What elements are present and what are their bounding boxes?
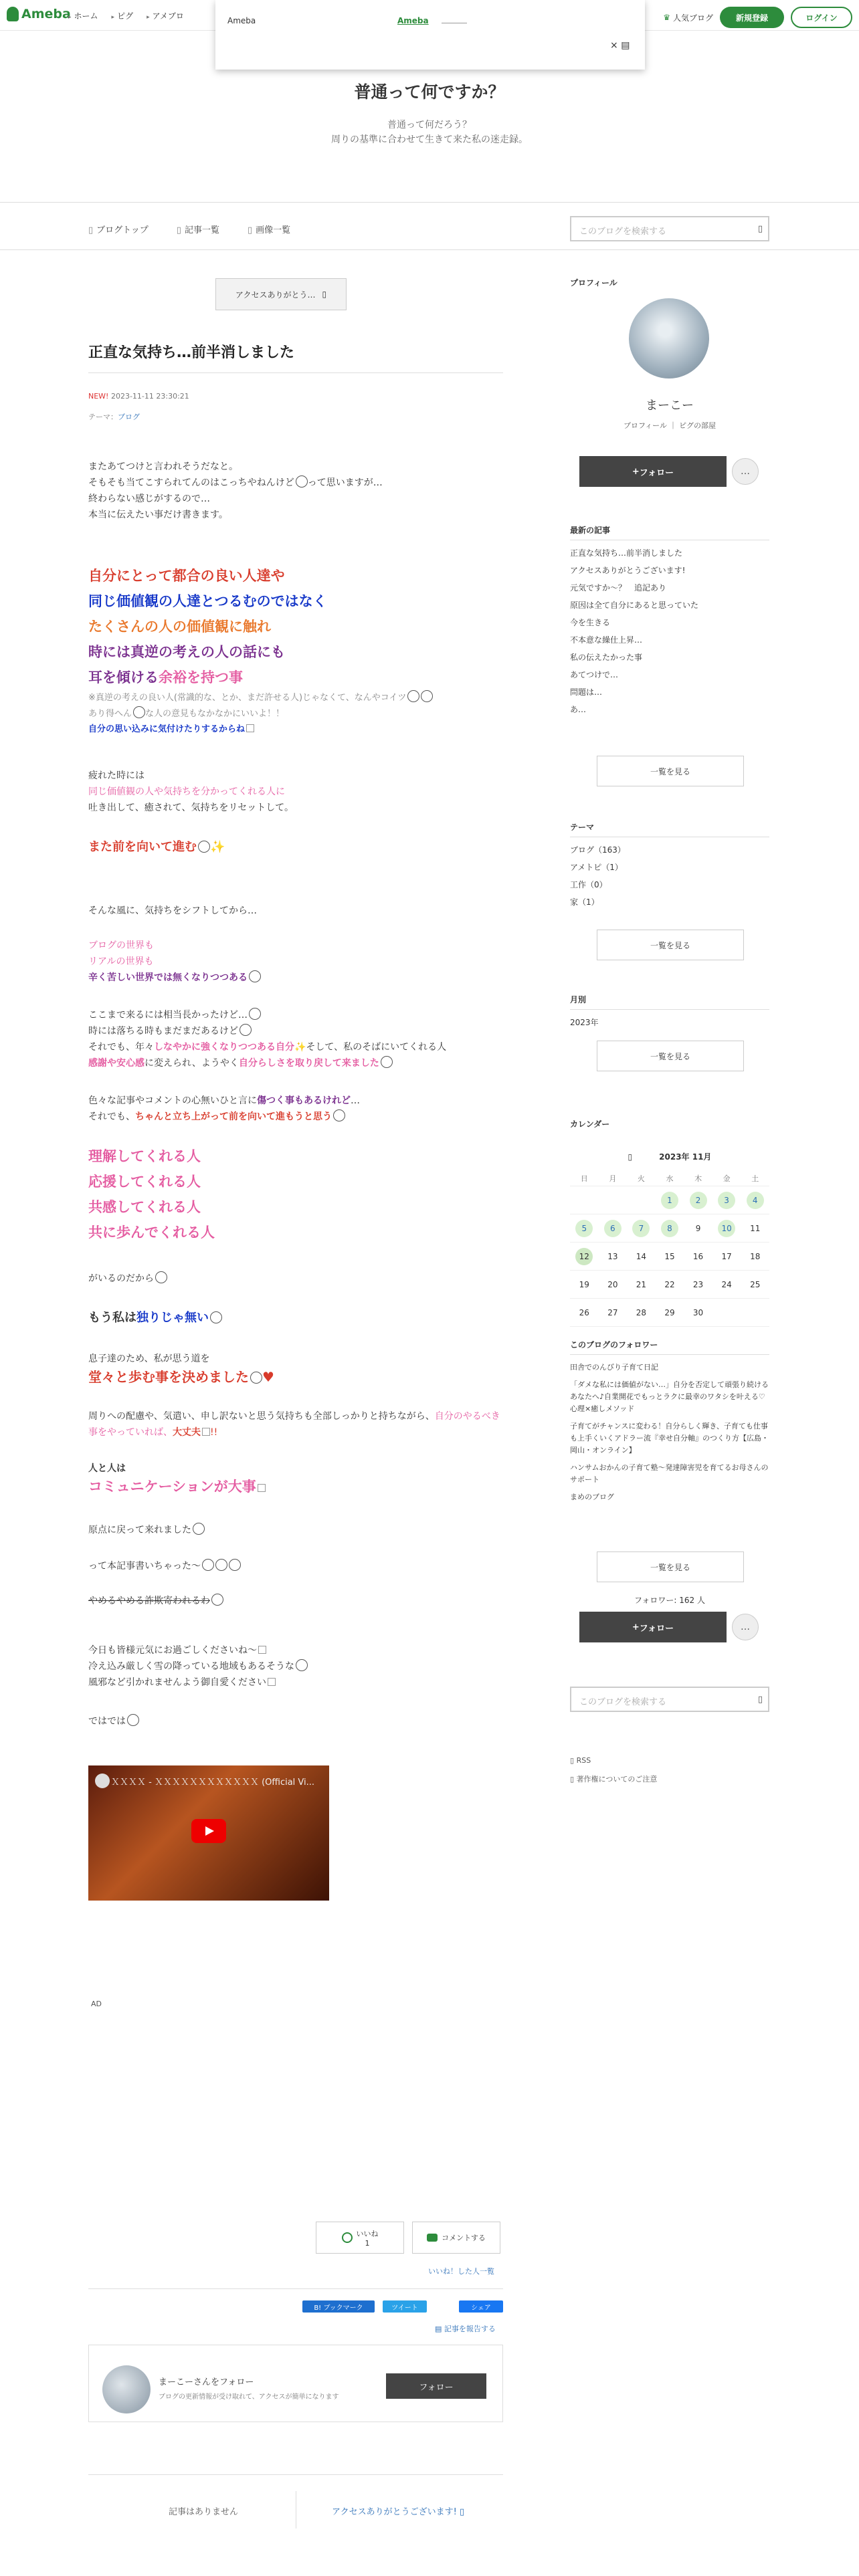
like-list-link[interactable]: いいね！した人一覧 <box>428 2267 494 2276</box>
channel-avatar <box>95 1774 110 1788</box>
emoji-icon <box>155 1271 167 1283</box>
prev-article-button[interactable]: アクセスありがとう… ▯ <box>215 278 347 310</box>
recent-item[interactable]: 原因は全て自分にあると思っていた <box>570 601 699 610</box>
search-icon[interactable]: ▯ <box>757 224 763 234</box>
article-theme: テーマ：ブログ <box>88 413 140 421</box>
sidebar-search-input[interactable]: このブログを検索する ▯ <box>570 1687 769 1712</box>
calendar-day[interactable]: 5 <box>570 1214 599 1243</box>
recent-item[interactable]: 今を生きる <box>570 618 611 627</box>
theme-list: テーマ ブログ（163） アメトピ（1） 工作（0） 家（1） <box>570 821 769 911</box>
theme-item[interactable]: アメトピ（1） <box>570 863 623 872</box>
recent-item[interactable]: 問題は… <box>570 687 603 697</box>
month-see-all-button[interactable]: 一覧を見る <box>597 1041 744 1071</box>
article-title[interactable]: 正直な気持ち…前半消しました <box>88 344 295 361</box>
article-pager <box>88 2474 503 2528</box>
theme-item[interactable]: ブログ（163） <box>570 845 626 855</box>
article-heading-2: もう私は独りじゃ無い <box>88 1308 503 1328</box>
popup-link[interactable]: Ameba <box>397 16 429 25</box>
month-item[interactable]: 2023年 <box>570 1018 599 1027</box>
article-body-p10: 人と人は コミュニケーションが大事 <box>88 1461 503 1497</box>
emoji-icon <box>296 1659 308 1671</box>
article-body-p13: やめるやめる詐欺寄われるわ <box>88 1593 503 1609</box>
recent-item[interactable]: 私の伝えたかった事 <box>570 653 643 662</box>
smile-icon <box>342 2232 353 2243</box>
article-body-p2: 疲れた時には 同じ価値観の人や気持ちを分かってくれる人に 吐き出して、癒されて、気持ちをリセットして。 <box>88 770 294 813</box>
emoji-icon <box>407 690 419 702</box>
popup-title: Ameba <box>227 16 256 25</box>
article-body-p12: って本記事書いちゃった～ <box>88 1558 503 1574</box>
report-icon: ▤ <box>435 2325 442 2333</box>
more-options-button-2[interactable]: … <box>732 1614 759 1640</box>
emoji-icon <box>127 1714 139 1726</box>
divider <box>88 2288 503 2289</box>
calendar-day[interactable]: 8 <box>656 1214 684 1243</box>
image-placeholder-icon <box>258 1646 266 1654</box>
ameba-logo[interactable]: Ameba <box>7 7 71 21</box>
header-actions <box>663 7 852 28</box>
emoji-icon <box>133 706 145 718</box>
emoji-icon <box>296 475 308 488</box>
article-body-p6: 色々な記事やコメントの心無いひと言に傷つく事もあるけれど… それでも、ちゃんと立ち上がって前を向いて進もうと思う <box>88 1095 360 1122</box>
calendar-month: ▯ 2023年 11月 <box>628 1152 712 1162</box>
follower-count: フォロワー: 162 人 <box>634 1596 705 1605</box>
article-heading-1: また前を向いて進む ✨ <box>88 840 225 854</box>
image-placeholder-icon <box>268 1678 276 1686</box>
report-link[interactable]: ▤ 記事を報告する <box>435 2325 496 2333</box>
youtube-embed[interactable] <box>88 1765 329 1901</box>
article-body-p15: ではでは <box>88 1713 503 1729</box>
article-support-list: 理解してくれる人 応援してくれる人 共感してくれる人 共に歩んでくれる人 <box>88 1148 215 1241</box>
emoji-icon <box>249 1008 261 1020</box>
article-body-p7: がいるのだから <box>88 1271 503 1287</box>
article-date: NEW! 2023-11-11 23:30:21 <box>88 392 189 401</box>
copyright-link[interactable]: ▯ 著作権についてのご注意 <box>570 1775 658 1784</box>
emoji-icon <box>333 1109 345 1121</box>
global-nav <box>68 10 184 21</box>
follow-button[interactable]: フォロー <box>386 2373 486 2399</box>
follow-desc: ブログの更新情報が受け取れて、アクセスが簡単になります <box>159 2393 339 2401</box>
follower-see-all-button[interactable]: 一覧を見る <box>597 1551 744 1582</box>
follower-item[interactable]: 子育てがチャンスに変わる！自分らしく輝き、子育ても仕事も上手くいくアドラー流『幸せ自分軸』のつくり方【広島・岡山・オンライン】 <box>570 1422 769 1455</box>
like-button[interactable]: いいね 1 <box>316 2222 404 2254</box>
video-title[interactable]: ＸＸＸＸ - ＸＸＸＸＸＸＸＸＸＸＸＸ (Official Vi... <box>111 1778 315 1788</box>
calendar-day: 11 <box>741 1214 769 1243</box>
article-body-p11: 原点に戻って来れました <box>88 1522 503 1538</box>
calendar-day[interactable]: 4 <box>741 1186 769 1214</box>
info-icon: ▯ <box>570 1775 575 1784</box>
emoji-icon <box>210 1311 222 1323</box>
calendar-day[interactable]: 6 <box>599 1214 628 1243</box>
comment-icon <box>427 2234 438 2242</box>
emoji-icon <box>202 1559 214 1571</box>
menu-icon: ▤ <box>621 40 630 51</box>
recent-articles: 最新の記事 正直な気持ち…前半消しました アクセスありがとうございます! 元気ですか～？ 追記あり 原因は全て自分にあると思っていた 今を生きる 不本意な繰仕上昇… 私の伝えたかった事 あてつけで… 問題は… あ… <box>570 524 769 718</box>
nav-ameblo[interactable]: ▸ アメブロ <box>147 10 184 21</box>
article-body-p4: ブログの世界も リアルの世界も 辛く苦しい世界では無くなりつつある <box>88 938 503 986</box>
recent-see-all-button[interactable]: 一覧を見る <box>597 756 744 786</box>
ad-label: AD <box>91 2000 102 2008</box>
nav-pigg[interactable]: ▸ ピグ <box>112 10 134 21</box>
article-emphasis-block: 自分にとって都合の良い人達や 同じ価値観の人達とつるむのではなく たくさんの人の価値観に触れ 時には真逆の考えの人の話にも 耳を傾ける余裕を持つ事 ※真逆の考えの良い人(常識的な、とか、まだ許せる人)じゃなくて、なんやコイツ あり得へん な人の意見もなかなかにいいよ！！ 自分の思い込みに気付けたりするからね <box>88 563 503 737</box>
blog-header <box>0 79 859 148</box>
follower-item[interactable]: 田舎でのんびり子育て日記 <box>570 1363 658 1372</box>
pig-room-link[interactable]: ピグの部屋 <box>678 421 716 430</box>
emoji-icon <box>249 970 261 982</box>
blog-description: 普通って何だろう？ 周りの基準に合わせて生きて来た私の迷走録。 <box>331 120 528 146</box>
signup-button[interactable]: 新規登録 <box>720 7 784 28</box>
calendar-day[interactable]: 3 <box>712 1186 741 1214</box>
sidebar-follow-button[interactable]: + フォロー <box>579 456 727 487</box>
emoji-icon <box>198 841 210 853</box>
rss-icon: ▯ <box>570 1756 575 1765</box>
article-body-p3: そんな風に、気持ちをシフトしてから… <box>88 905 257 916</box>
article-body-p1: またあてつけと言われそうだなと。 そもそも当てこすられてんのはこっちやねんけど って思いますが… 終わらない感じがするので… 本当に伝えたい事だけ書きます。 <box>88 461 383 520</box>
follower-item[interactable]: ハンサムおかんの子育て塾～発達障害児を育てるお母さんのサポート <box>570 1463 769 1484</box>
emoji-icon <box>229 1559 241 1571</box>
more-options-button[interactable]: … <box>732 458 759 485</box>
chevron-icon: ▯ <box>322 290 327 299</box>
emoji-icon <box>211 1594 223 1606</box>
blog-nav-articles[interactable]: ▯ 記事一覧 <box>177 223 219 235</box>
facebook-share-button[interactable]: シェア <box>459 2300 503 2313</box>
sidebar-follow-button-2[interactable]: + フォロー <box>579 1612 727 1642</box>
bookmark-button[interactable]: B! ブックマーク <box>302 2300 375 2313</box>
emoji-icon <box>193 1523 205 1535</box>
follower-list: このブログのフォロワー 田舎でのんびり子育て日記 「ダメな私には価値がない…」自分を否定して頑張り続けるあなたへ♪自業開花でもっとラクに最幸のワタシを叶える♡心理×癒しメソッド 子育てがチャンスに変わる！自分らしく輝き、子育ても仕事も上手くいくアドラー流『幸せ自分軸』のつくり方【広島・岡山・オンライン】 ハンサムおかんの子育て塾～発達障害児を育てるお母さんのサポート まめのブログ <box>570 1339 769 1506</box>
frog-icon <box>7 7 19 21</box>
blog-nav <box>0 202 859 250</box>
divider <box>88 372 503 373</box>
blog-search-input[interactable]: このブログを検索する ▯ <box>570 216 769 241</box>
calendar-day[interactable]: 7 <box>627 1214 656 1243</box>
article-body-p8: 息子達のため、私が思う道を 堂々と歩む事を決めました ♥ <box>88 1354 274 1385</box>
blog-nav-top[interactable]: ▯ ブログトップ <box>88 223 149 235</box>
article-body-p9: 周りへの配慮や、気遣い、申し訳ないと思う気持ちも全部しっかりと持ちながら、自分のやるべき事をやっていれば、大丈夫 !! <box>88 1411 500 1438</box>
recent-item[interactable]: 正直な気持ち…前半消しました <box>570 548 683 558</box>
calendar-day[interactable]: 2 <box>684 1186 712 1214</box>
header-dropdown-popup <box>215 0 645 70</box>
blog-nav-links <box>88 223 290 235</box>
theme-item[interactable]: 家（1） <box>570 897 599 907</box>
calendar-day[interactable]: 1 <box>656 1186 684 1214</box>
search-icon[interactable]: ▯ <box>757 1695 763 1705</box>
calendar-grid: 日 月 火 水 木 金 土 1 2 3 4 5 6 7 8 9 10 11 12 13 14 15 16 17 18 19 20 21 22 23 24 25 26 27 28 29 30 <box>570 1170 769 1327</box>
article-body-p14: 今日も皆様元気にお過ごしくださいね～ 冷え込み厳しく雪の降っている地域もあるそうな 風邪など引かれませんよう御自愛ください <box>88 1642 503 1691</box>
follow-box <box>88 2345 503 2422</box>
month-list: 月別 2023年 <box>570 994 769 1031</box>
theme-link[interactable]: ブログ <box>118 413 140 421</box>
article-body-p5: ここまで来るには相当長かったけど… 時には落ちる時もまだまだあるけど それでも、年々しなやかに強くなりつつある自分✨そして、私のそばにいてくれる人 感謝や安心感に変えられ、ようやく自分らしさを取り戻して来ました <box>88 1007 503 1071</box>
image-placeholder-icon <box>258 1484 266 1492</box>
sparkle-icon: ✨ <box>210 840 225 854</box>
emoji-icon <box>421 690 433 702</box>
blog-nav-images[interactable]: ▯ 画像一覧 <box>248 223 290 235</box>
prev-article-none: 記事はありません <box>169 2507 239 2517</box>
blog-title[interactable]: 普通って何ですか？ <box>354 82 505 102</box>
image-placeholder-icon <box>246 724 254 732</box>
nav-home[interactable]: ▸ ホーム <box>68 10 98 21</box>
calendar-day-today[interactable]: 12 <box>570 1243 599 1271</box>
login-button[interactable]: ログイン <box>791 7 852 28</box>
follow-name: まーこーさんをフォロー <box>159 2377 254 2387</box>
calendar: カレンダー ▯ 2023年 11月 日 月 火 水 木 金 土 1 2 3 4 5 6 7 8 9 10 11 12 13 14 15 16 17 18 19 20 21 22 23 24 25 26 27 28 29 30 <box>570 1118 769 1327</box>
calendar-day: 9 <box>684 1214 712 1243</box>
tweet-button[interactable]: ツイート <box>383 2300 427 2313</box>
sidebar-profile-heading: プロフィール <box>570 278 617 288</box>
follower-item[interactable]: 「ダメな私には価値がない…」自分を否定して頑張り続けるあなたへ♪自業開花でもっとラクに最幸のワタシを叶える♡心理×癒しメソッド <box>570 1380 769 1413</box>
profile-name[interactable]: まーこー <box>646 399 694 413</box>
emoji-icon <box>381 1056 393 1068</box>
theme-item[interactable]: 工作（0） <box>570 880 607 889</box>
profile-link[interactable]: プロフィール <box>624 421 667 430</box>
recent-item[interactable]: あてつけで… <box>570 670 619 679</box>
theme-see-all-button[interactable]: 一覧を見る <box>597 930 744 960</box>
popup-close-button[interactable]: × ▤ <box>610 40 630 51</box>
next-article-link[interactable]: アクセスありがとうございます! ▯ <box>332 2507 465 2517</box>
profile-links: プロフィール ｜ ピグの部屋 <box>624 421 716 430</box>
recent-item[interactable]: あ… <box>570 705 587 714</box>
calendar-day[interactable]: 10 <box>712 1214 741 1243</box>
profile-avatar[interactable] <box>629 298 709 379</box>
recent-item[interactable]: 元気ですか～？ 追記あり <box>570 583 667 593</box>
play-icon[interactable] <box>191 1819 226 1843</box>
popular-blog-link[interactable]: ♛ 人気ブログ <box>663 13 713 23</box>
recent-item[interactable]: 不本意な繰仕上昇… <box>570 635 643 645</box>
emoji-icon <box>250 1372 262 1384</box>
comment-button[interactable]: コメントする <box>412 2222 500 2254</box>
image-placeholder-icon <box>202 1428 210 1436</box>
emoji-icon <box>240 1024 252 1036</box>
prev-month-icon[interactable]: ▯ <box>628 1152 633 1162</box>
avatar <box>102 2365 151 2413</box>
follower-item[interactable]: まめのブログ <box>570 1493 614 1501</box>
crown-icon: ♛ <box>663 13 670 22</box>
emoji-icon <box>215 1559 227 1571</box>
recent-item[interactable]: アクセスありがとうございます! <box>570 566 686 575</box>
rss-link[interactable]: ▯ RSS <box>570 1756 591 1765</box>
